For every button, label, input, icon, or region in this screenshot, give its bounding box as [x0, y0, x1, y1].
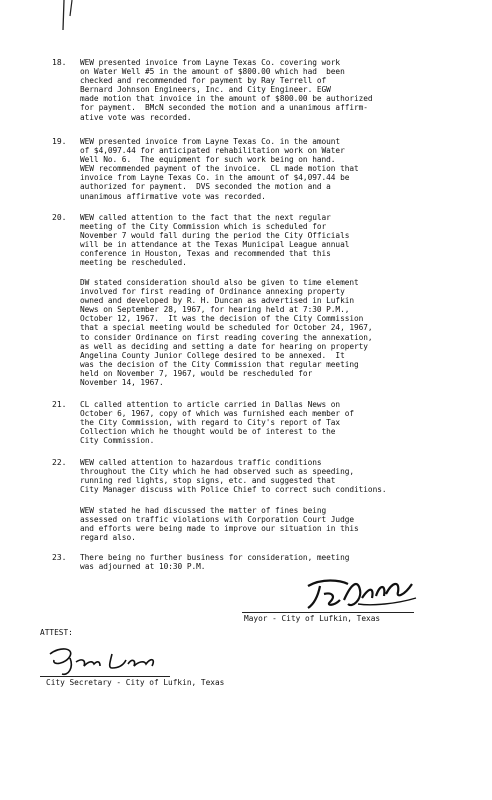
text-line: WEW presented invoice from Layne Texas Co. covering work	[80, 58, 341, 67]
minute-item-21	[52, 400, 472, 445]
item-number: 22.	[52, 458, 67, 467]
mayor-signature-line	[242, 612, 414, 613]
text-line: involved for first reading of Ordinance annexing property	[80, 287, 345, 297]
pen-mark	[60, 0, 80, 36]
text-line: WEW called attention to the fact that the next regular	[80, 213, 331, 222]
text-line: held on November 7, 1967, would be rescheduled for	[80, 368, 313, 378]
text-line: will be in attendance at the Texas Municipal League annual	[80, 240, 350, 250]
text-line: invoice from Layne Texas Co. in the amount of $4,097.44 be	[80, 173, 350, 183]
text-line: unanimous affirmative vote was recorded.	[80, 191, 266, 201]
text-line: authorized for payment. DVS seconded the motion and a	[80, 182, 331, 192]
text-line: Well No. 6. The equipment for such work being on hand.	[80, 155, 336, 165]
text-line: regard also.	[80, 533, 136, 543]
text-line: WEW called attention to hazardous traffic conditions	[80, 458, 322, 467]
text-line: WEW recommended payment of the invoice. CL made motion that	[80, 164, 359, 174]
minute-item-20	[52, 213, 472, 268]
secretary-caption: City Secretary - City of Lufkin, Texas	[46, 678, 225, 687]
text-line: checked and recommended for payment by Ray Terrell of	[80, 76, 327, 86]
item-text	[80, 213, 472, 268]
text-line: owned and developed by R. H. Duncan as advertised in Lufkin	[80, 296, 355, 306]
text-line: City Commission.	[80, 436, 155, 446]
text-line: running red lights, stop signs, etc. and suggested that	[80, 476, 336, 486]
secretary-signature-line	[40, 676, 170, 677]
text-line: October 12, 1967. It was the decision of the City Commission	[80, 314, 364, 324]
item-text	[80, 58, 472, 122]
text-line: of $4,097.44 for anticipated rehabilitation work on Water	[80, 146, 345, 156]
item-text	[80, 553, 472, 571]
attest-label: ATTEST:	[40, 628, 73, 637]
item-text	[80, 137, 472, 201]
text-line: to consider Ordinance on first reading covering the annexation,	[80, 332, 373, 342]
text-line: was adjourned at 10:30 P.M.	[80, 562, 206, 572]
item-number: 18.	[52, 58, 67, 67]
text-line: assessed on traffic violations with Corporation Court Judge	[80, 515, 355, 525]
text-line: conference in Houston, Texas and recommended that this	[80, 249, 331, 259]
item-number: 23.	[52, 553, 67, 562]
fines-paragraph	[80, 506, 480, 542]
text-line: as well as deciding and setting a date for hearing on property	[80, 341, 368, 351]
minute-item-23	[52, 553, 472, 571]
minute-item-22	[52, 458, 472, 494]
item-text	[80, 400, 472, 445]
text-line: There being no further business for consideration, meeting	[80, 553, 350, 562]
text-line: News on September 28, 1967, for hearing held at 7:30 P.M.,	[80, 305, 350, 315]
text-line: meeting of the City Commission which is scheduled for	[80, 222, 327, 232]
mayor-signature	[300, 574, 420, 614]
text-line: ative vote was recorded.	[80, 112, 192, 122]
text-line: November 14, 1967.	[80, 378, 164, 388]
item-number: 19.	[52, 137, 67, 146]
text-line: CL called attention to article carried in Dallas News on	[80, 400, 341, 409]
item-number: 21.	[52, 400, 67, 409]
text-line: DW stated consideration should also be given to time element	[80, 278, 359, 287]
text-line: Bernard Johnson Engineers, Inc. and City Engineer. EGW	[80, 85, 331, 95]
item-text	[80, 458, 472, 494]
text-line: for payment. BMcN seconded the motion and a unanimous affirm-	[80, 103, 368, 113]
text-line: throughout the City which he had observed such as speeding,	[80, 467, 355, 477]
text-line: and efforts were being made to improve our situation in this	[80, 524, 359, 534]
text-line: made motion that invoice in the amount of $800.00 be authorized	[80, 94, 373, 104]
text-line: WEW presented invoice from Layne Texas Co. in the amount	[80, 137, 341, 146]
text-line: the City Commission, with regard to City's report of Tax	[80, 418, 341, 428]
minute-item-19	[52, 137, 472, 201]
text-line: that a special meeting would be scheduled for October 24, 1967,	[80, 323, 373, 333]
secretary-signature	[40, 644, 170, 680]
text-line: meeting be rescheduled.	[80, 258, 187, 268]
text-line: was the decision of the City Commission that regular meeting	[80, 359, 359, 369]
item-number: 20.	[52, 213, 67, 222]
annexation-paragraph	[80, 278, 480, 387]
text-line: November 7 would fall during the period the City Officials	[80, 231, 350, 241]
mayor-caption: Mayor - City of Lufkin, Texas	[244, 614, 381, 623]
minute-item-18	[52, 58, 472, 122]
text-line: Collection which he thought would be of interest to the	[80, 427, 336, 437]
text-line: October 6, 1967, copy of which was furnished each member of	[80, 409, 355, 419]
text-line: on Water Well #5 in the amount of $800.00 which had been	[80, 67, 345, 77]
text-line: City Manager discuss with Police Chief to correct such conditions.	[80, 485, 387, 495]
text-line: Angelina County Junior College desired to be annexed. It	[80, 350, 345, 360]
text-line: WEW stated he had discussed the matter of fines being	[80, 506, 327, 515]
